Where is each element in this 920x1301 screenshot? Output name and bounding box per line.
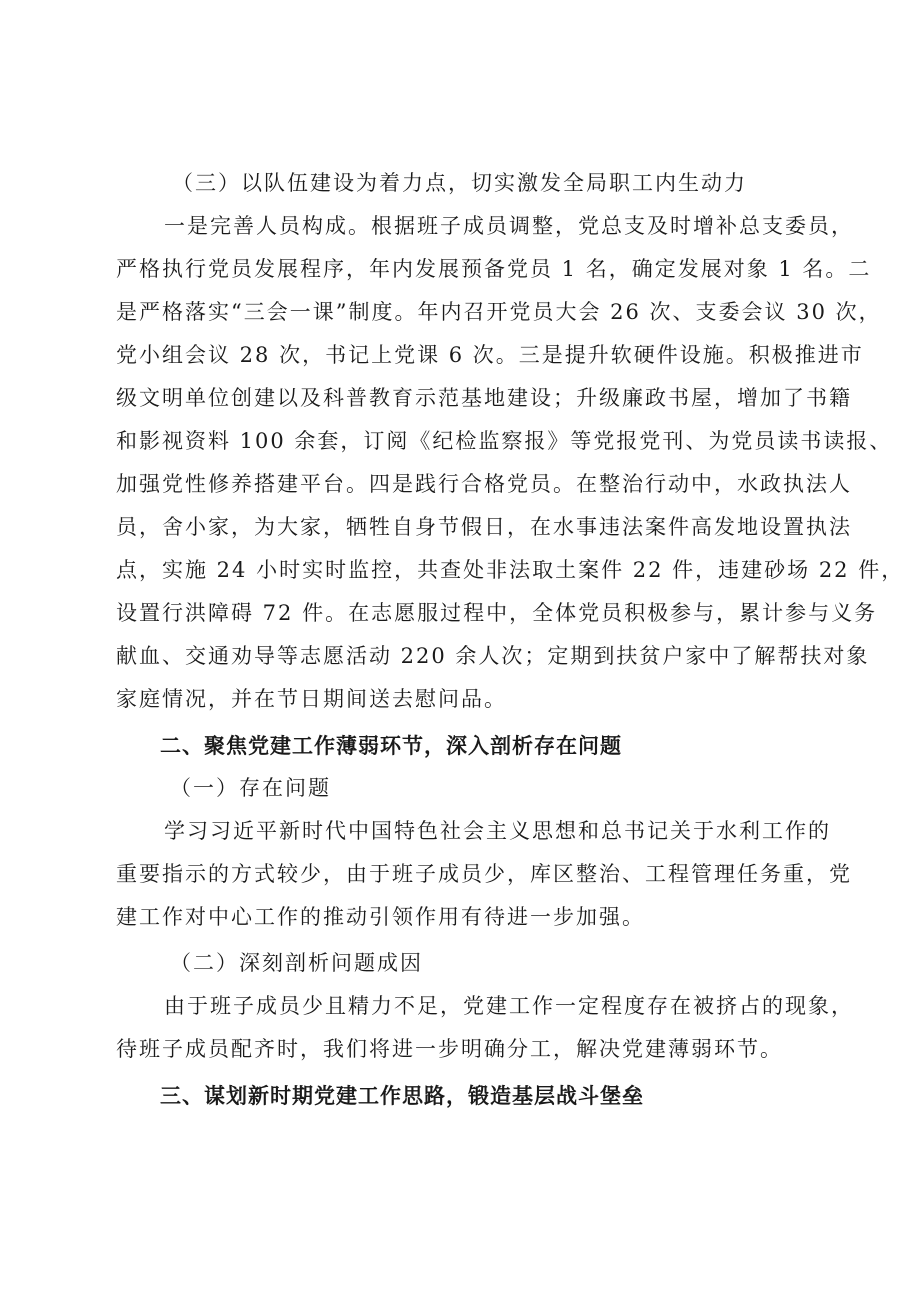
- paragraph-line: 待班子成员配齐时，我们将进一步明确分工，解决党建薄弱环节。: [116, 1037, 783, 1061]
- section-heading-3: 三、谋划新时期党建工作思路，锻造基层战斗堡垒: [160, 1083, 644, 1108]
- paragraph-line: 一是完善人员构成。根据班子成员调整，党总支及时增补总支委员，: [164, 214, 854, 238]
- paragraph-causes: [116, 985, 854, 1071]
- paragraph-line: 严格执行党员发展程序，年内发展预备党员 1 名，确定发展对象 1 名。二: [116, 257, 872, 281]
- paragraph-line: 是严格落实“三会一课”制度。年内召开党员大会 26 次、支委会议 30 次，: [116, 300, 882, 324]
- paragraph-line: 家庭情况，并在节日期间送去慰问品。: [116, 687, 507, 711]
- subheading-cause-analysis: （二）深刻剖析问题成因: [170, 951, 423, 975]
- paragraph-problems: [116, 810, 852, 939]
- paragraph-line: 由于班子成员少且精力不足，党建工作一定程度存在被挤占的现象，: [164, 994, 854, 1018]
- document-body: [116, 162, 905, 1117]
- subheading-existing-problems: （一）存在问题: [170, 776, 331, 800]
- paragraph-line: 设置行洪障碍 72 件。在志愿服过程中，全体党员积极参与，累计参与义务: [116, 601, 878, 625]
- paragraph-line: 和影视资料 100 余套，订阅《纪检监察报》等党报党刊、为党员读书读报、: [116, 429, 893, 453]
- paragraph-team-building: [116, 205, 905, 721]
- paragraph-line: 党小组会议 28 次，书记上党课 6 次。三是提升软硬件设施。积极推进市: [116, 343, 864, 367]
- paragraph-line: 加强党性修养搭建平台。四是践行合格党员。在整治行动中，水政执法人: [116, 472, 852, 496]
- paragraph-line: 献血、交通劝导等志愿活动 220 余人次；定期到扶贫户家中了解帮扶对象: [116, 644, 870, 668]
- paragraph-line: 建工作对中心工作的推动引领作用有待进一步加强。: [116, 905, 645, 929]
- subheading-3: （三）以队伍建设为着力点，切实激发全局职工内生动力: [172, 171, 747, 195]
- paragraph-line: 级文明单位创建以及科普教育示范基地建设；升级廉政书屋，增加了书籍: [116, 386, 852, 410]
- section-heading-2: 二、聚焦党建工作薄弱环节，深入剖析存在问题: [160, 733, 622, 758]
- paragraph-line: 学习习近平新时代中国特色社会主义思想和总书记关于水利工作的: [164, 819, 831, 843]
- paragraph-line: 员，舍小家，为大家，牺牲自身节假日，在水事违法案件高发地设置执法: [116, 515, 852, 539]
- paragraph-line: 点，实施 24 小时实时监控，共查处非法取土案件 22 件，违建砂场 22 件，: [116, 558, 905, 582]
- paragraph-line: 重要指示的方式较少，由于班子成员少，库区整治、工程管理任务重，党: [116, 862, 852, 886]
